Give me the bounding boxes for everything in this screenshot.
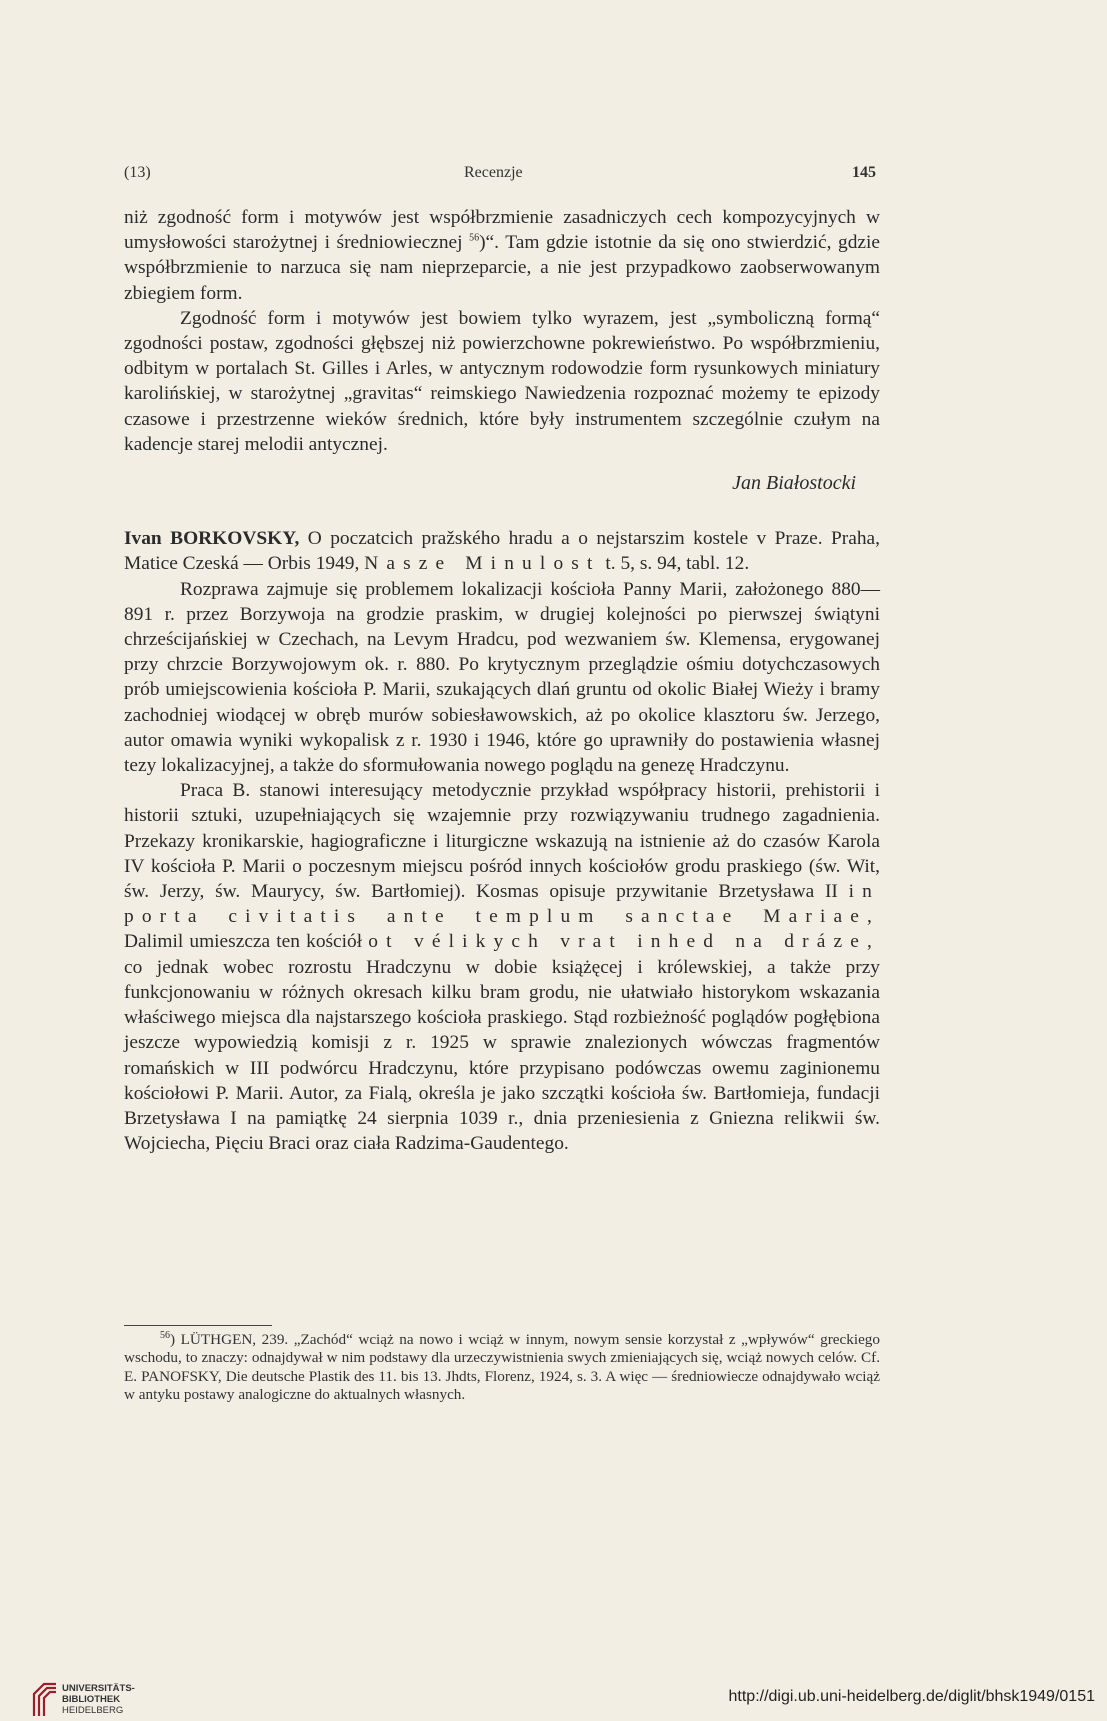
paragraph-3: Rozprawa zajmuje się problemem lokalizacji kościoła Panny Marii, założonego 880—891 r. przez Borzywoja na grodzie praskim, w drugiej kolejności po pierwszej świątyni chrześcijańskiej w Czechach, na Levym Hradcu, pod wezwaniem św. Klemensa, erygowanej przy chrzcie Borzywojowym ok. r. 880. Po krytycznym przeglądzie ośmiu dotychczasowych prób umiejscowienia kościoła P. Marii, szukających dlań gruntu od okolic Białej Wieży i bramy zachodniej wiodącej w obręb murów sobiesławowskich, aż po okolice klasztoru św. Jerzego, autor omawia wyniki wykopalisk z r. 1930 i 1946, które go uprawniły do postawienia własnej tezy lokalizacyjnej, a także do sformułowania nowego poglądu na genezę Hradczynu. [124,578,880,777]
page-number: 145 [852,164,876,181]
running-header [124,158,876,186]
body-text [124,205,880,1156]
header-section-number: (13) [124,164,151,181]
bibliographic-entry [124,526,880,576]
entry-title: O poczatcich pražského hradu a o nejstarszim kostele v Praze. Praha, Matice Czeská — Orbis 1949, [124,528,880,575]
source-url-link[interactable]: http://digi.ub.uni-heidelberg.de/diglit/bhsk1949/0151 [728,1688,1095,1705]
footnote-separator [124,1325,272,1326]
paragraph-1: niż zgodność form i motywów jest współbrzmienie zasadniczych cech kompozycyjnych w umysłowości starożytnej i średniowiecznej $^{56}$)“. Tam gdzie istotnie da się ono stwierdzić, gdzie współbrzmienie to narzuca się nam nieprzeparcie, a nie jest przypadkowo zaobserwowanym zbiegiem form. [124,207,880,304]
footnote [124,1331,880,1404]
signature: Jan Białostocki [732,472,856,495]
digitization-footer [0,1680,1107,1721]
header-title: Recenzje [464,164,523,181]
spaced-quote-2: ot vélikych vrat inhed na dráze, [368,931,880,953]
paragraph-4: Praca B. stanowi interesujący metodycznie przykład współpracy historii, prehistorii i historii sztuki, uzupełniających się wzajemnie przy rozwiązywaniu trudnego zagadnienia. Przekazy kronikarskie, hagiograficzne i liturgiczne wskazują na istnienie aż do czasów Karola IV kościoła P. Marii o poczesnym miejscu pośród innych kościołów grodu praskiego (św. Wit, św. Jerzy, św. Maurycy, św. Bartłomiej). Kosmas opisuje przywitanie Brzetysława II in porta civitatis ante templum sanctae Mariae, Dalimil umieszcza ten kościół ot vélikych vrat inhed na dráze, co jednak wobec rozrostu Hradczynu w dobie książęcej i królewskiej, a także przy funkcjonowaniu w różnych okresach kilku bram grodu, nie ułatwiało historykom wskazania właściwego miejsca dla najstarszego kościoła praskiego. Stąd rozbieżność poglądów pogłębiona jeszcze wypowiedzią komisji z r. 1925 w sprawie znalezionych wówczas fragmentów romańskich w III podwórcu Hradczynu, które przypisano podówczas owemu zaginionemu kościołowi P. Marii. Autor, za Fialą, określa je jako szczątki kościoła św. Bartłomieja, fundacji Brzetysława I na pamiątkę 24 sierpnia 1039 r., dnia przeniesienia z Gniezna relikwii św. Wojciecha, Pięciu Braci oraz ciała Radzima-Gaudentego. [124,780,880,1155]
paragraph-2: Zgodność form i motywów jest bowiem tylko wyrazem, jest „symboliczną formą“ zgodności postaw, zgodności głębszej niż powierzchowne pokrewieństwo. Po współbrzmieniu, odbitym w portalach St. Gilles i Arles, w antycznym rodowodzie form rysunkowych miniatury karolińskiej, w starożytnej „gravitas“ reimskiego Nawiedzenia rozpoznać możemy te epizody czasowe i przestrzenne wieków średnich, które były instrumentem szczególnie czułym na kadencje starej melodii antycznej. [124,307,880,455]
footnote-text: ) LÜTHGEN, 239. „Zachód“ wciąż na nowo i wciąż w innym, nowym sensie korzystał z „wpływów“ greckiego wschodu, to znaczy: odnajdywał w nim podstawy dla urzeczywistnienia swych zmieniających się, wciąż nowych celów. Cf. E. PANOFSKY, Die deutsche Plastik des 11. bis 13. Jhdts, Florenz, 1924, s. 3. A więc — średniowiecze odnajdywało wciąż w antyku postawy analogiczne do aktualnych własnych. [124,1331,880,1403]
entry-series: Nasze Minulost [364,553,601,575]
spaced-quote-1: in porta civitatis ante templum sanctae Mariae, [124,881,880,928]
library-name: UNIVERSITÄTS- BIBLIOTHEK HEIDELBERG [62,1683,135,1716]
entry-details: t. 5, s. 94, tabl. 12. [600,553,750,575]
library-logo-icon [30,1682,60,1718]
footnote-ref: 56 [469,232,480,244]
footnote-number: 56 [160,1329,170,1341]
entry-author: Ivan BORKOVSKY, [124,528,300,550]
